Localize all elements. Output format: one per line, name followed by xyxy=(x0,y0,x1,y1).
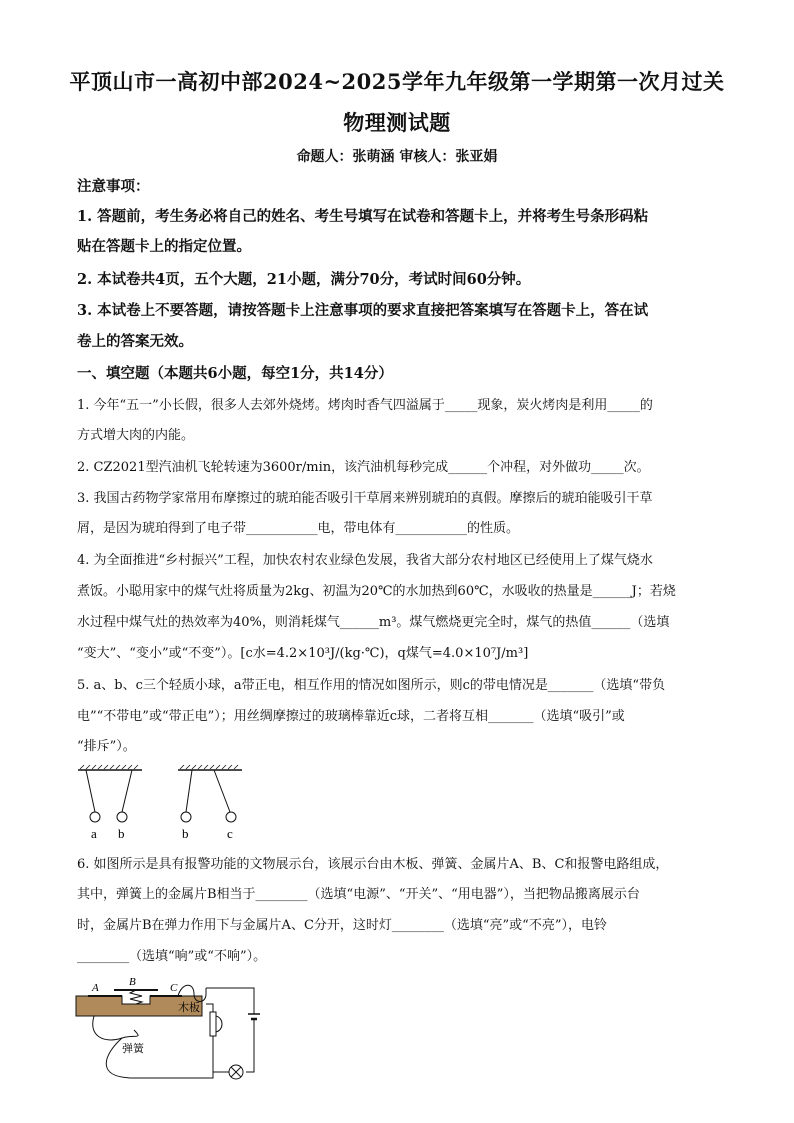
section-heading: 一、填空题（本题共6小题，每空1分，共14分） xyxy=(77,365,393,382)
bell-icon xyxy=(210,1012,216,1036)
label-b: B xyxy=(129,976,136,988)
question-4-line-2: 煮饭。小聪用家中的煤气灶将质量为2kg、初温为20℃的水加热到60℃，水吸收的热量是______J；若烧 xyxy=(77,584,676,599)
ball-b-label-left: b xyxy=(118,826,125,841)
question-1-line-2: 方式增大肉的内能。 xyxy=(77,428,195,443)
question-3-line-2: 屑，是因为琥珀得到了电子带___________电，带电体有___________的性质。 xyxy=(77,521,520,536)
question-5-line-3: “排斥”）。 xyxy=(77,739,136,754)
authors-line: 命题人：张萌涵 审核人：张亚娟 xyxy=(296,149,498,165)
ball-a-label: a xyxy=(91,826,97,841)
question-6-figure xyxy=(74,974,274,1086)
question-5-line-2: 电”“不带电”或“带正电”）；用丝绸摩擦过的玻璃棒靠近c球，二者将互相_______（选填“吸引”或 xyxy=(77,709,625,724)
question-6-line-1: 6. 如图所示是具有报警功能的文物展示台，该展示台由木板、弹簧、金属片A、B、C和报警电路组成， xyxy=(77,857,669,872)
left-support xyxy=(78,765,142,841)
notice-line-5: 卷上的答案无效。 xyxy=(77,333,193,350)
notice-heading: 注意事项： xyxy=(77,178,150,195)
page-title-line2: 物理测试题 xyxy=(343,110,451,135)
question-1-line-1: 1. 今年“五一”小长假，很多人去郊外烧烤。烤肉时香气四溢属于_____现象，炭火烤肉是利用_____的 xyxy=(77,398,653,413)
label-c: C xyxy=(170,982,178,994)
question-2-line-1: 2. CZ2021型汽油机飞轮转速为3600r/min，该汽油机每秒完成______个冲程，对外做功_____次。 xyxy=(77,460,650,475)
question-6-line-3: 时，金属片B在弹力作用下与金属片A、C分开，这时灯________（选填“亮”或“不亮”），电铃 xyxy=(77,918,607,933)
question-4-line-4: “变大”、“变小”或“不变”）。[c水=4.2×10³J/(kg·℃)，q煤气=4.0×10⁷J/m³] xyxy=(77,646,529,661)
label-a: A xyxy=(92,982,99,994)
notice-line-1: 1. 答题前，考生务必将自己的姓名、考生号填写在试卷和答题卡上，并将考生号条形码粘 xyxy=(77,208,649,225)
label-board: 木板 xyxy=(178,1002,200,1014)
spring-shape xyxy=(130,990,142,1004)
question-3-line-1: 3. 我国古药物学家常用布摩擦过的琥珀能否吸引干草屑来辨别琥珀的真假。摩擦后的琥珀能吸引干草 xyxy=(77,491,653,506)
notice-line-3: 2. 本试卷共4页，五个大题，21小题，满分70分，考试时间60分钟。 xyxy=(77,271,531,288)
right-support xyxy=(178,765,242,841)
question-6-line-2: 其中，弹簧上的金属片B相当于________（选填“电源”、“开关”、“用电器”），当把物品搬离展示台 xyxy=(77,887,640,902)
question-5-line-1: 5. a、b、c三个轻质小球，a带正电，相互作用的情况如图所示，则c的带电情况是_______（选填“带负 xyxy=(77,678,666,693)
ball-b-label-right: b xyxy=(182,826,189,841)
question-5-figure xyxy=(76,764,246,844)
question-4-line-1: 4. 为全面推进“乡村振兴”工程，加快农村农业绿色发展，我省大部分农村地区已经使用上了煤气烧水 xyxy=(77,553,653,568)
page-title-line1: 平顶山市一高初中部2024~2025学年九年级第一学期第一次月过关 xyxy=(69,69,725,94)
question-6-line-4: ________（选填“响”或“不响”）。 xyxy=(77,949,267,964)
question-4-line-3: 水过程中煤气灶的热效率为40%，则消耗煤气______m³。煤气燃烧更完全时，煤气的热值______（选填 xyxy=(77,615,670,630)
ball-c-label: c xyxy=(227,826,233,841)
label-spring: 弹簧 xyxy=(122,1043,144,1055)
notice-line-4: 3. 本试卷上不要答题，请按答题卡上注意事项的要求直接把答案填写在答题卡上，答在试 xyxy=(77,302,649,319)
notice-line-2: 贴在答题卡上的指定位置。 xyxy=(77,238,251,255)
